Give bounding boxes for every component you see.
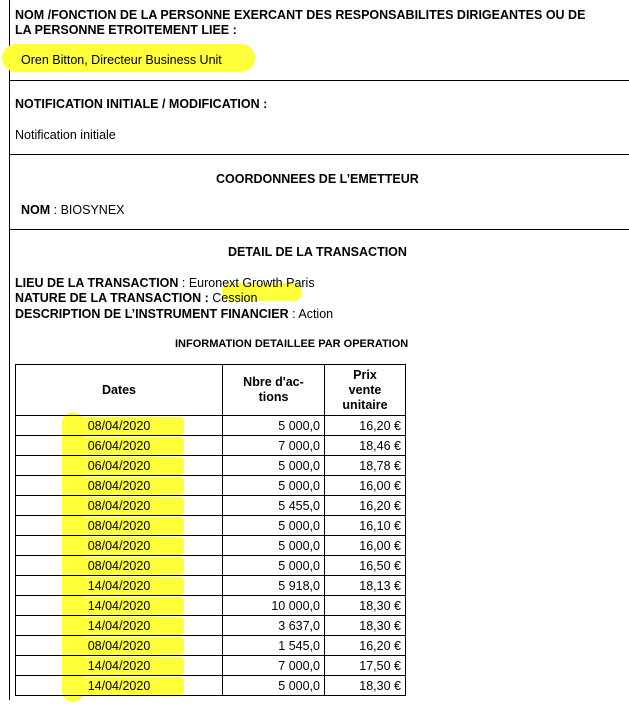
table-row: [16, 656, 406, 676]
cell-quantity: 5 000,0: [223, 536, 325, 556]
cell-date: [16, 636, 223, 656]
cell-quantity: 10 000,0: [223, 596, 325, 616]
left-border: [9, 0, 10, 700]
table-row: [16, 416, 406, 436]
table-row: [16, 496, 406, 516]
cell-date: [16, 596, 223, 616]
cell-quantity: 3 637,0: [223, 616, 325, 636]
cell-quantity: 1 545,0: [223, 636, 325, 656]
transaction-place-label: LIEU DE LA TRANSACTION: [15, 276, 179, 290]
cell-date: [16, 416, 223, 436]
date-text: 08/04/2020: [87, 418, 151, 433]
header-price-line1: Prix: [353, 367, 377, 382]
table-row: [16, 516, 406, 536]
date-text: 14/04/2020: [87, 578, 151, 593]
header-price-line3: unitaire: [342, 397, 388, 412]
transaction-instrument-value: : Action: [288, 307, 334, 321]
cell-price: 18,78 €: [325, 456, 406, 476]
table-header-row: [16, 365, 406, 416]
cell-price: 18,30 €: [325, 596, 406, 616]
cell-quantity: 5 000,0: [223, 476, 325, 496]
table-row: [16, 476, 406, 496]
issuer-name-label: NOM: [21, 203, 51, 217]
table-row: [16, 616, 406, 636]
date-text: 14/04/2020: [87, 678, 151, 693]
cell-date: [16, 456, 223, 476]
transaction-nature: [15, 291, 257, 306]
cell-quantity: 5 000,0: [223, 556, 325, 576]
date-text: 08/04/2020: [87, 518, 151, 533]
cell-price: 18,30 €: [325, 676, 406, 696]
cell-quantity: 5 000,0: [223, 676, 325, 696]
issuer-name-value: : BIOSYNEX: [50, 203, 125, 217]
issuer-name: [21, 203, 125, 218]
cell-price: 18,46 €: [325, 436, 406, 456]
transaction-nature-label: NATURE DE LA TRANSACTION :: [15, 291, 209, 305]
header-price: [325, 365, 406, 416]
table-row: [16, 576, 406, 596]
transaction-nature-value: Cession: [212, 291, 258, 305]
table-row: [16, 456, 406, 476]
cell-quantity: 5 000,0: [223, 516, 325, 536]
date-text: 08/04/2020: [87, 638, 151, 653]
cell-quantity: 5 000,0: [223, 416, 325, 436]
date-text: 08/04/2020: [87, 478, 151, 493]
person-heading-line1: NOM /FONCTION DE LA PERSONNE EXERCANT DES RESPONSABILITES DIRIGEANTES OU DE: [15, 8, 586, 22]
date-text: 14/04/2020: [87, 598, 151, 613]
cell-date: [16, 476, 223, 496]
table-row: [16, 436, 406, 456]
cell-price: 16,20 €: [325, 496, 406, 516]
transaction-instrument-label: DESCRIPTION DE L’INSTRUMENT FINANCIER: [15, 307, 289, 321]
transaction-place-value: : Euronext Growth Paris: [178, 276, 315, 290]
cell-date: [16, 556, 223, 576]
cell-quantity: 7 000,0: [223, 656, 325, 676]
table-row: [16, 536, 406, 556]
issuer-heading: COORDONNEES DE L’EMETTEUR: [216, 172, 419, 186]
date-text: 14/04/2020: [87, 618, 151, 633]
header-price-line2: vente: [348, 382, 382, 397]
person-value: Oren Bitton, Directeur Business Unit: [21, 53, 222, 67]
cell-date: [16, 516, 223, 536]
cell-quantity: 7 000,0: [223, 436, 325, 456]
header-dates: Dates: [16, 365, 223, 416]
cell-date: [16, 576, 223, 596]
cell-date: [16, 616, 223, 636]
person-heading-line2: LA PERSONNE ETROITEMENT LIEE :: [15, 23, 237, 37]
cell-date: [16, 536, 223, 556]
cell-price: 18,30 €: [325, 616, 406, 636]
date-text: 08/04/2020: [87, 538, 151, 553]
table-row: [16, 596, 406, 616]
cell-quantity: 5 918,0: [223, 576, 325, 596]
header-quantity-line1: Nbre d'ac-: [243, 375, 304, 389]
cell-price: 17,50 €: [325, 656, 406, 676]
divider: [9, 80, 629, 81]
date-text: 06/04/2020: [87, 458, 151, 473]
cell-price: 16,10 €: [325, 516, 406, 536]
header-quantity: [223, 365, 325, 416]
notification-value: Notification initiale: [15, 128, 116, 142]
date-text: 06/04/2020: [87, 438, 151, 453]
cell-date: [16, 656, 223, 676]
divider: [9, 154, 629, 155]
cell-date: [16, 436, 223, 456]
cell-price: 16,00 €: [325, 536, 406, 556]
transaction-heading: DETAIL DE LA TRANSACTION: [228, 245, 407, 259]
notification-heading: NOTIFICATION INITIALE / MODIFICATION :: [15, 97, 268, 111]
operations-table: [15, 364, 406, 696]
cell-date: [16, 676, 223, 696]
date-text: 14/04/2020: [87, 658, 151, 673]
cell-quantity: 5 455,0: [223, 496, 325, 516]
date-text: 08/04/2020: [87, 558, 151, 573]
transaction-instrument: [15, 307, 333, 322]
table-row: [16, 676, 406, 696]
cell-price: 16,20 €: [325, 416, 406, 436]
cell-quantity: 5 000,0: [223, 456, 325, 476]
cell-price: 18,13 €: [325, 576, 406, 596]
table-row: [16, 636, 406, 656]
transaction-place: [15, 276, 315, 291]
cell-date: [16, 496, 223, 516]
detail-heading: INFORMATION DETAILLEE PAR OPERATION: [175, 338, 409, 350]
divider: [9, 229, 629, 230]
header-quantity-line2: tions: [258, 390, 289, 404]
cell-price: 16,50 €: [325, 556, 406, 576]
table-row: [16, 556, 406, 576]
date-text: 08/04/2020: [87, 498, 151, 513]
cell-price: 16,00 €: [325, 476, 406, 496]
cell-price: 16,20 €: [325, 636, 406, 656]
